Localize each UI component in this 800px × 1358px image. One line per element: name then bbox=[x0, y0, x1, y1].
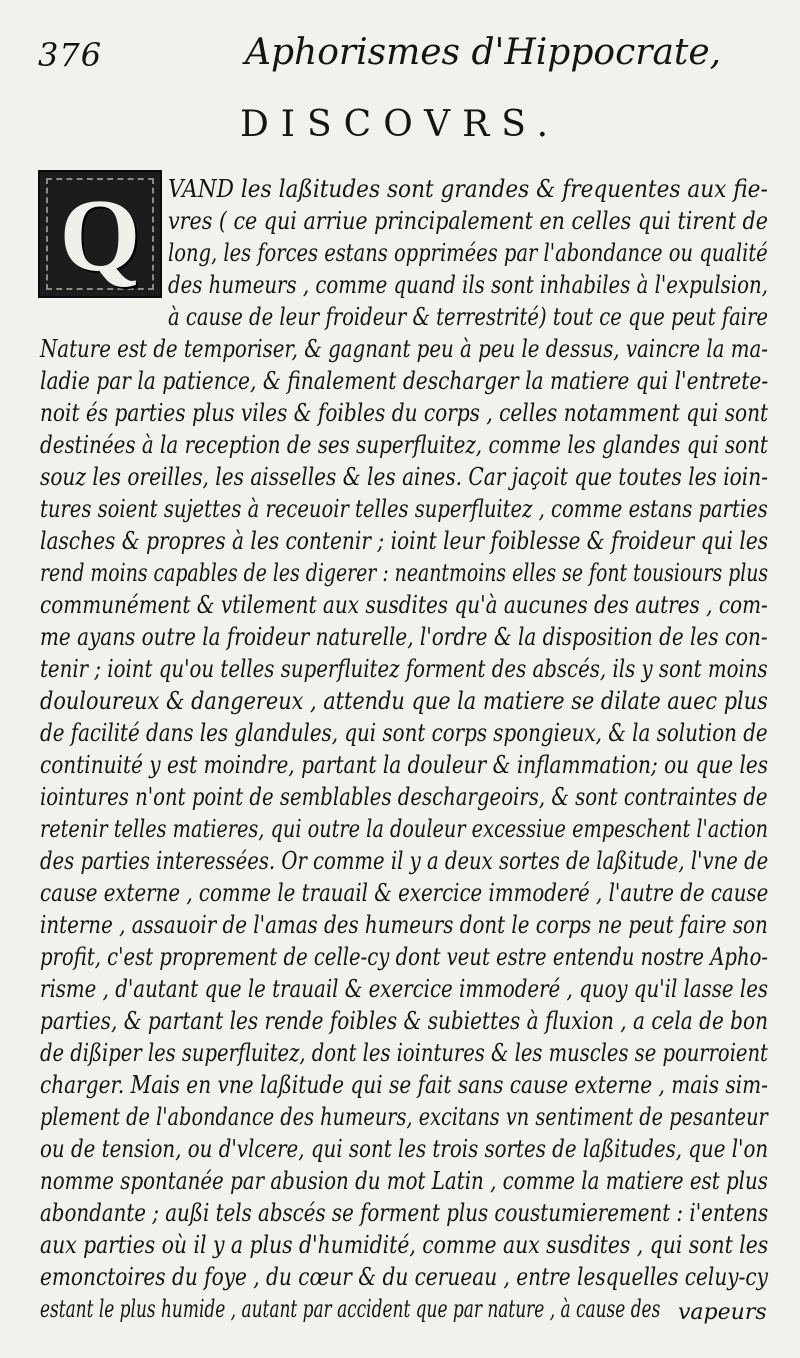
page-number: 376 bbox=[38, 36, 103, 74]
text-line: rend moins capables de les digerer : neantmoins elles se font tousiours plus bbox=[40, 559, 769, 587]
text-line: plement de l'abondance des humeurs, excitans vn sentiment de pesanteur bbox=[40, 1103, 768, 1131]
page-header bbox=[30, 28, 770, 78]
text-line: ladie par la patience, & finalement descharger la matiere qui l'entrete- bbox=[40, 367, 769, 395]
text-line: risme , d'autant que le trauail & exercice immoderé , quoy qu'il lasse les bbox=[40, 975, 769, 1003]
text-line: abondante ; außi tels abscés se forment plus coustumierement : i'entens bbox=[40, 1199, 769, 1227]
text-line: parties, & partant les rende foibles & subiettes à fluxion , a cela de bon bbox=[40, 1007, 768, 1035]
text-line: charger. Mais en vne laßitude qui se fait sans cause externe , mais sim- bbox=[40, 1071, 768, 1099]
drop-cap-letter: Q bbox=[59, 178, 141, 293]
text-line: estant le plus humide , autant par accident que par nature , à cause des bbox=[40, 1295, 661, 1323]
text-line: tenir ; ioint qu'ou telles superfluitez forment des abscés, ils y sont moins bbox=[40, 655, 768, 683]
text-line: destinées à la reception de ses superfluitez, comme les glandes qui sont bbox=[40, 431, 768, 459]
text-line: retenir telles matieres, qui outre la douleur excessiue empeschent l'action bbox=[40, 815, 769, 843]
text-line: communément & vtilement aux susdites qu'à aucunes des autres , com- bbox=[40, 591, 768, 619]
text-line: aux parties où il y a plus d'humidité, comme aux susdites , qui sont les bbox=[40, 1231, 769, 1259]
text-line: de facilité dans les glandules, qui sont corps spongieux, & la solution de bbox=[40, 719, 768, 747]
text-line: Nature est de temporiser, & gagnant peu à peu le dessus, vaincre la ma- bbox=[40, 335, 768, 363]
text-line: nomme spontanée par abusion du mot Latin , comme la matiere est plus bbox=[40, 1167, 768, 1195]
text-line: profit, c'est proprement de celle-cy dont veut estre entendu nostre Apho- bbox=[40, 943, 769, 971]
text-line: interne , assauoir de l'amas des humeurs dont le corps ne peut faire son bbox=[40, 911, 768, 939]
text-line: emonctoires du foye , du cœur & du cerueau , entre lesquelles celuy-cy bbox=[40, 1263, 768, 1291]
text-line: me ayans outre la froideur naturelle, l'ordre & la disposition de les con- bbox=[40, 623, 768, 651]
text-line: souz les oreilles, les aisselles & les aines. Car jaçoit que toutes les ioin- bbox=[40, 463, 768, 491]
text-line: lasches & propres à les contenir ; ioint leur foiblesse & froideur qui les bbox=[40, 527, 769, 555]
catchword: vapeurs bbox=[678, 1300, 767, 1325]
text-line: iointures n'ont point de semblables deschargeoirs, & sont contraintes de bbox=[40, 783, 768, 811]
text-line: continuité y est moindre, partant la douleur & inflammation; ou que les bbox=[40, 751, 769, 779]
text-line: des parties interessées. Or comme il y a deux sortes de laßitude, l'vne de bbox=[40, 847, 769, 875]
text-line: des humeurs , comme quand ils sont inhabiles à l'expulsion, bbox=[168, 271, 768, 299]
text-line: vres ( ce qui arriue principalement en celles qui tirent de bbox=[168, 207, 768, 235]
text-line: noit és parties plus viles & foibles du corps , celles notamment qui sont bbox=[40, 399, 769, 427]
text-line: ou de tension, ou d'vlcere, qui sont les trois sortes de laßitudes, que l'on bbox=[40, 1135, 769, 1163]
text-line: long, les forces estans opprimées par l'abondance ou qualité bbox=[168, 239, 768, 267]
text-line: à cause de leur froideur & terrestrité) tout ce que peut faire bbox=[168, 303, 769, 331]
text-line: de dißiper les superfluitez, dont les iointures & les muscles se pourroient bbox=[40, 1039, 768, 1067]
section-heading: DISCOVRS. bbox=[239, 104, 561, 145]
text-line: VAND les laßitudes sont grandes & frequentes aux fie- bbox=[168, 175, 768, 203]
text-line: douloureux & dangereux , attendu que la matiere se dilate auec plus bbox=[40, 687, 768, 715]
text-line: cause externe , comme le trauail & exercice immoderé , l'autre de cause bbox=[40, 879, 769, 907]
running-head: Aphorismes d'Hippocrate, bbox=[245, 32, 722, 73]
ornamental-initial-icon bbox=[38, 170, 162, 298]
text-line: tures soient sujettes à receuoir telles superfluitez , comme estans parties bbox=[40, 495, 768, 523]
